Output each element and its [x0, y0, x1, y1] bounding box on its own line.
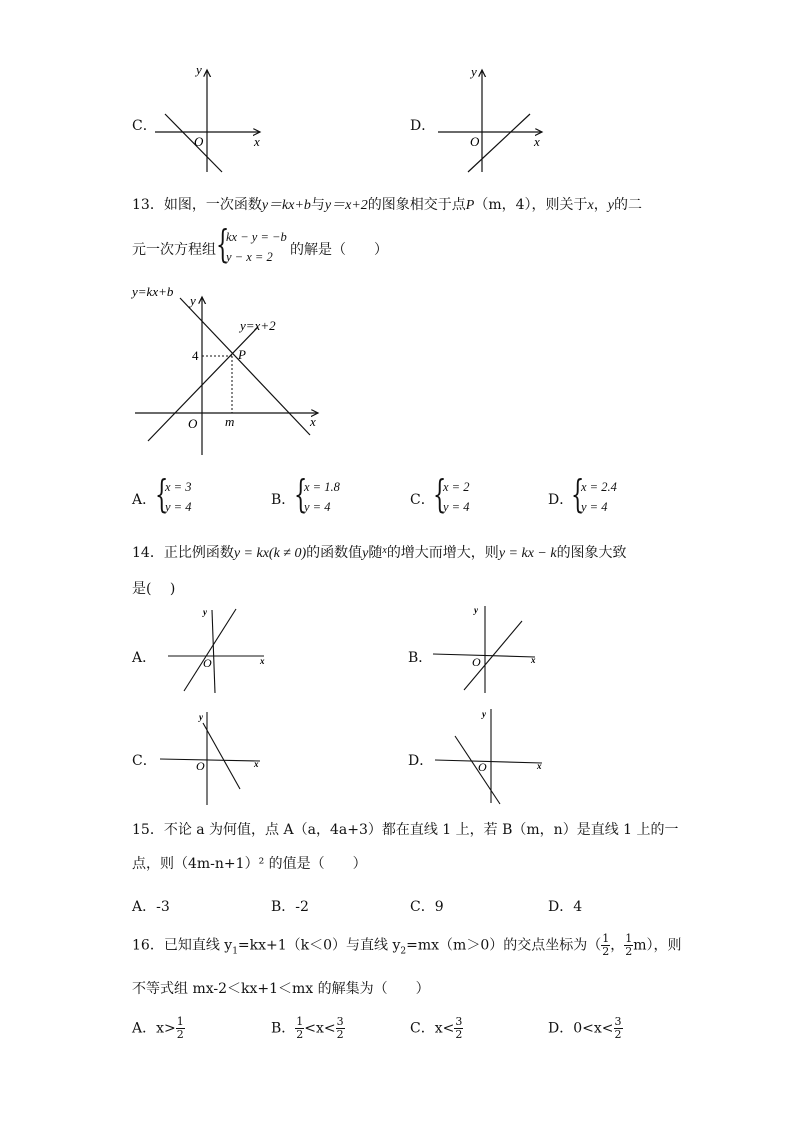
subscript: 2	[400, 946, 407, 957]
q14-var-y: y	[362, 546, 369, 561]
q16-stem-text: =kx+1（k＜0）与直线 y	[237, 937, 401, 954]
q15-option-d[interactable]: D．4	[548, 899, 583, 915]
axis-label-y: y	[190, 293, 196, 308]
fraction	[454, 1016, 463, 1041]
axis-label-x: x	[310, 414, 316, 429]
q15-option-c[interactable]: C．9	[410, 899, 444, 915]
q13-point-p: P	[465, 198, 475, 213]
equation-row-1: x = 2.4	[581, 480, 617, 494]
axis-label-x: x	[254, 759, 259, 769]
fraction-half	[624, 933, 633, 958]
graph-line	[184, 609, 236, 691]
q13-stem-text: 的图象相交于点	[367, 197, 466, 213]
axis-label-x: x	[254, 134, 260, 149]
fraction	[295, 1016, 304, 1041]
origin-label: O	[188, 416, 198, 431]
equation-row-2: y = 4	[304, 500, 331, 514]
equation-row-1: kx − y = −b	[226, 230, 287, 244]
q14-formula-1: y = kx(k ≠ 0)	[233, 546, 307, 561]
q16-stem-line2: 不等式组 mx-2＜kx+1＜mx 的解集为（ ）	[132, 981, 430, 997]
q12-option-c-label: C．	[132, 118, 157, 134]
equation-row-2: y = 4	[443, 500, 470, 514]
tick-label-m: m	[225, 414, 235, 429]
q14-stem-text: 随	[368, 545, 383, 561]
axis-label-y: y	[199, 712, 203, 722]
q15-option-b[interactable]: B．-2	[271, 899, 309, 915]
label-line-kx-b: y=kx+b	[132, 284, 174, 299]
option-label: B．	[271, 492, 296, 508]
numerator: 1	[296, 1015, 304, 1028]
origin-label: O	[478, 760, 487, 774]
q13-options	[132, 472, 732, 519]
label-line-x-2: y=x+2	[240, 318, 276, 333]
denominator: 2	[614, 1028, 622, 1041]
q13-formula-2: y＝x+2	[324, 198, 368, 213]
option-text: A．x>	[132, 1020, 176, 1037]
origin-label: O	[203, 656, 212, 670]
line-y-x-2	[148, 327, 258, 441]
q13-stem-line1	[132, 194, 642, 214]
q16-stem-text: 16．已知直线 y	[132, 937, 233, 954]
numerator: 3	[455, 1015, 463, 1028]
denominator: 2	[625, 945, 633, 958]
origin-label: O	[196, 759, 205, 773]
origin-label: O	[470, 134, 480, 149]
system-brace: {	[155, 472, 169, 516]
fraction	[176, 1016, 185, 1041]
option-text: C．x<	[410, 1020, 455, 1037]
q14-stem-text: 的图象大致	[556, 545, 627, 561]
fraction-half	[601, 933, 610, 958]
q14-stem-line2: 是( )	[132, 581, 176, 597]
option-label: D．	[548, 492, 574, 508]
denominator: 2	[176, 1028, 184, 1041]
equation-row-1: x = 2	[443, 480, 470, 494]
fraction	[614, 1016, 623, 1041]
denominator: 2	[602, 945, 610, 958]
q13-stem-text: ，	[593, 197, 608, 213]
system-brace: {	[433, 472, 447, 516]
q14-stem-text: 的函数值	[306, 545, 363, 561]
q12-option-d-label: D．	[410, 118, 436, 134]
denominator: 2	[336, 1028, 344, 1041]
numerator: 1	[602, 932, 610, 945]
q14-formula-2: y = kx − k	[498, 546, 557, 561]
subscript: 1	[232, 946, 238, 957]
equation-row-2: y = 4	[581, 500, 608, 514]
q14-option-d-label: D．	[408, 753, 434, 769]
q16-option-c[interactable]	[410, 1016, 463, 1041]
q13-var-y: y	[607, 198, 614, 213]
x-axis	[160, 759, 260, 761]
q15-stem-line2: 点，则（4m-n+1）² 的值是（ ）	[132, 856, 367, 872]
system-brace: {	[216, 222, 230, 266]
axis-label-y: y	[474, 605, 478, 615]
q15-option-a[interactable]: A．-3	[132, 899, 170, 915]
q16-stem-text: m），则	[633, 937, 682, 954]
numerator: 1	[176, 1015, 184, 1028]
q16-option-d[interactable]	[548, 1016, 623, 1041]
option-label: A．	[132, 492, 157, 508]
q13-stem-text: 与	[310, 197, 325, 213]
numerator: 1	[625, 932, 633, 945]
q14-graph-a[interactable]	[160, 605, 275, 695]
origin-label: O	[472, 655, 481, 669]
q14-option-c-label: C．	[132, 753, 157, 769]
option-text: B．	[271, 1020, 296, 1037]
q13-option-d[interactable]	[548, 472, 678, 519]
q13-stem-text: 13．如图，一次函数	[132, 197, 262, 213]
origin-label: O	[194, 134, 204, 149]
axis-label-y: y	[471, 64, 477, 79]
q13-option-c[interactable]	[410, 472, 540, 519]
equation-row-2: y − x = 2	[226, 250, 273, 264]
denominator: 2	[296, 1028, 304, 1041]
q13-stem-text: 元一次方程组	[132, 242, 216, 258]
q16-stem-line1	[132, 933, 682, 959]
q13-stem-text: （m，4），则关于	[474, 197, 588, 213]
q14-var-x: x	[382, 545, 387, 556]
system-brace: {	[294, 472, 308, 516]
axis-label-y: y	[482, 709, 486, 719]
system-brace: {	[571, 472, 585, 516]
graph-line	[203, 723, 240, 789]
axis-label-y: y	[196, 62, 202, 77]
q13-formula-1: y＝kx+b	[261, 198, 311, 213]
axis-label-x: x	[537, 761, 542, 771]
q13-stem-text: 的解是（ ）	[290, 242, 388, 258]
q14-option-b-label: B．	[408, 650, 433, 666]
denominator: 2	[455, 1028, 463, 1041]
q13-stem-text: 的二	[613, 197, 642, 213]
q13-option-b[interactable]	[271, 472, 401, 519]
q14-stem-text: 的增大而增大，则	[386, 545, 499, 561]
label-point-p: P	[238, 347, 246, 362]
fraction	[336, 1016, 345, 1041]
equation-row-1: x = 1.8	[304, 480, 340, 494]
q14-stem-text: 14．正比例函数	[132, 545, 234, 561]
q13-graph	[130, 283, 330, 458]
q13-var-x: x	[587, 198, 594, 213]
axis-label-x: x	[531, 655, 536, 665]
numerator: 3	[336, 1015, 344, 1028]
q16-stem-text: =mx（m＞0）的交点坐标为（	[406, 937, 602, 954]
y-axis	[212, 610, 215, 693]
option-label: C．	[410, 492, 435, 508]
axis-label-x: x	[534, 134, 540, 149]
q14-graph-d[interactable]	[430, 706, 545, 806]
q12-graph-c	[150, 62, 270, 177]
q16-option-a[interactable]	[132, 1016, 185, 1041]
axis-label-y: y	[203, 607, 207, 617]
q14-graph-b[interactable]	[430, 603, 545, 698]
axis-label-x: x	[260, 656, 265, 666]
numerator: 3	[614, 1015, 622, 1028]
q16-option-b[interactable]	[271, 1016, 345, 1041]
option-text: <x<	[304, 1020, 336, 1037]
option-text: D．0<x<	[548, 1020, 614, 1037]
q13-option-a[interactable]	[132, 472, 262, 519]
q14-option-a-label: A．	[132, 650, 157, 666]
equation-row-1: x = 3	[165, 480, 192, 494]
x-axis	[435, 760, 542, 763]
q14-stem-line1	[132, 542, 627, 562]
x-axis	[433, 654, 535, 657]
q13-equation-system	[226, 227, 287, 267]
q16-stem-text: ，	[610, 937, 625, 954]
q14-graph-c[interactable]	[160, 708, 275, 808]
equation-row-2: y = 4	[165, 500, 192, 514]
tick-label-4: 4	[192, 348, 199, 363]
q12-graph-d	[430, 62, 550, 177]
q15-stem-line1: 15．不论 a 为何值，点 A（a，4a+3）都在直线 1 上，若 B（m，n）是直线 1 上的一	[132, 822, 679, 838]
